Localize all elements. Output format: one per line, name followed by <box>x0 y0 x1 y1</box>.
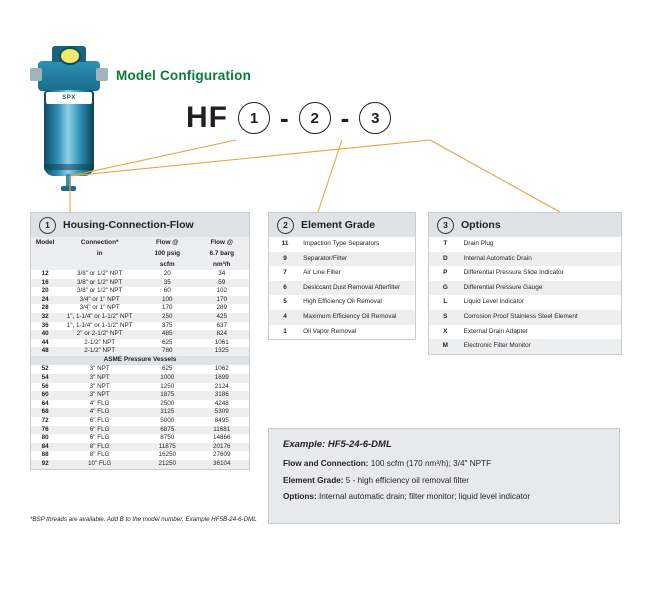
element-grade-code: 4 <box>269 310 301 325</box>
cell-f2: 1325 <box>194 347 249 356</box>
cell-conn: 2-1/2" NPT <box>59 347 140 356</box>
cell-f1: 625 <box>161 365 173 373</box>
element-grade-table <box>269 237 415 339</box>
option-desc: Internal Automatic Drain <box>462 252 621 267</box>
cell-f1: 35 <box>140 279 195 288</box>
cell-model: 28 <box>41 304 49 312</box>
cell-conn: 1", 1-1/4" or 1-1/2" NPT <box>59 313 140 322</box>
list-item <box>269 325 415 340</box>
example-options-value: Internal automatic drain; filter monitor; liquid level indicator <box>318 492 531 502</box>
cell-model: 72 <box>41 417 49 424</box>
cell-conn: 3" NPT <box>89 365 110 373</box>
element-grade-code: 11 <box>281 240 289 247</box>
cell-model: 20 <box>41 287 49 295</box>
table-row <box>31 330 249 339</box>
panel-options <box>428 212 622 355</box>
table-row <box>31 339 249 348</box>
table-row <box>31 322 249 331</box>
list-item <box>429 266 621 281</box>
option-desc: Differential Pressure Gauge <box>462 281 621 296</box>
list-item <box>429 281 621 296</box>
table-row <box>31 434 249 443</box>
table-row <box>31 400 249 409</box>
cell-f1: 6875 <box>140 426 195 435</box>
col-header-flow2: Flow @ <box>194 237 249 248</box>
option-code: D <box>429 252 462 267</box>
bowl-ring <box>44 164 94 170</box>
cell-f1: 5000 <box>160 417 175 424</box>
panel-element-grade <box>268 212 416 340</box>
table-row <box>31 304 249 313</box>
option-desc: Corrosion Proof Stainless Steel Element <box>462 310 621 325</box>
panel2-badge: 2 <box>277 217 294 234</box>
cell-model: 56 <box>41 382 49 390</box>
page-title: Model Configuration <box>116 68 252 83</box>
example-flow-value: 100 scfm (170 nm³/h); 3/4" NPTF <box>370 459 492 468</box>
cell-f2: 5309 <box>194 408 249 417</box>
formula-slot-1: 1 <box>238 102 270 134</box>
list-item <box>429 310 621 325</box>
cell-f1: 11875 <box>140 443 195 452</box>
cell-f1: 375 <box>161 321 173 329</box>
col-subheader-blank <box>31 248 59 259</box>
cell-f2: 1699 <box>194 374 249 383</box>
col-header-model: Model <box>31 237 59 248</box>
table-row <box>31 426 249 435</box>
cell-f1: 60 <box>163 287 171 295</box>
option-code: L <box>443 298 448 306</box>
list-item <box>429 295 621 310</box>
cell-model: 68 <box>31 408 59 417</box>
cell-conn: 3/4" or 1" NPT <box>79 304 120 312</box>
element-grade-code: 6 <box>269 281 301 296</box>
table-row <box>31 417 249 426</box>
panel1-badge: 1 <box>39 217 56 234</box>
cell-f2: 425 <box>194 313 249 322</box>
element-grade-code: 1 <box>283 327 287 335</box>
housing-head <box>38 61 100 91</box>
option-code: X <box>443 327 448 335</box>
cell-f2: 2124 <box>214 382 229 390</box>
cell-f2: 4248 <box>214 399 229 407</box>
cell-model: 88 <box>41 451 49 459</box>
cell-f2: 8495 <box>214 417 229 424</box>
option-code: G <box>429 281 462 296</box>
cell-conn: 6" FLG <box>89 417 110 424</box>
list-item <box>269 281 415 296</box>
cell-f1: 2500 <box>160 399 175 407</box>
cell-model: 80 <box>41 434 49 442</box>
formula-slot-2: 2 <box>299 102 331 134</box>
cell-f2: 170 <box>194 296 249 305</box>
element-grade-desc: Air Line Filter <box>303 269 341 277</box>
panel1-header <box>31 213 249 237</box>
example-flow-line <box>283 459 605 470</box>
cell-conn: 1", 1-1/4" or 1-1/2" NPT <box>66 321 133 329</box>
example-flow-label: Flow and Connection: <box>283 459 369 468</box>
panel1-footnote: *BSP threads are available. Add B to the model number. Example HF5B-24-6-DML <box>30 516 257 523</box>
cell-conn: 3/8" or 1/2" NPT <box>76 287 123 295</box>
cell-conn: 3/8" or 1/2" NPT <box>59 279 140 288</box>
option-code: M <box>429 339 462 354</box>
list-item <box>269 310 415 325</box>
col-subheader-flow2-unit: nm³/h <box>194 259 249 270</box>
element-grade-desc: Maximum Efficiency Oil Removal <box>301 310 415 325</box>
housing-flow-rows <box>31 270 249 469</box>
col-subheader-connection-unit: in <box>59 248 140 259</box>
table-section-header <box>31 356 249 366</box>
cell-conn: 2" or 2-1/2" NPT <box>59 330 140 339</box>
cell-model: 52 <box>41 365 49 373</box>
model-code-formula <box>186 96 391 140</box>
outlet-port <box>96 68 108 81</box>
example-options-line <box>283 492 605 503</box>
cell-f1: 250 <box>140 313 195 322</box>
option-desc: Electronic Filter Monitor <box>462 339 621 354</box>
list-item <box>269 295 415 310</box>
option-desc: Drain Plug <box>463 240 494 247</box>
element-grade-desc: Desiccant Dust Removal Afterfilter <box>301 281 415 296</box>
cell-conn: 4" FLG <box>59 408 140 417</box>
cell-model: 54 <box>31 374 59 383</box>
panel1-title: Housing-Connection-Flow <box>63 219 194 231</box>
table-row <box>31 279 249 288</box>
col-subheader-flow2: 6.7 barg <box>194 248 249 259</box>
cell-f1: 485 <box>140 330 195 339</box>
element-grade-desc: Impaction Type Separators <box>303 240 380 247</box>
cell-model: 36 <box>41 321 49 329</box>
example-title: Example: HF5-24-6-DML <box>283 439 392 450</box>
cell-f2: 1061 <box>214 338 229 346</box>
cell-model: 64 <box>41 399 49 407</box>
cell-conn: 4" FLG <box>89 399 110 407</box>
panel2-header <box>269 213 415 237</box>
cell-f1: 1000 <box>140 374 195 383</box>
example-grade-line <box>283 476 605 487</box>
formula-dash-1: - <box>280 103 289 133</box>
table-row <box>31 391 249 400</box>
cell-f1: 21250 <box>140 460 195 469</box>
cell-model: 40 <box>31 330 59 339</box>
table-row <box>31 374 249 383</box>
cell-f2: 36104 <box>194 460 249 469</box>
cell-f1: 170 <box>161 304 173 312</box>
cell-f1: 16250 <box>158 451 176 459</box>
inlet-port <box>30 68 42 81</box>
cell-f2: 20176 <box>194 443 249 452</box>
panel2-title: Element Grade <box>301 219 376 231</box>
col-subheader-flow1-unit: scfm <box>140 259 195 270</box>
table-row <box>31 383 249 392</box>
option-code: S <box>429 310 462 325</box>
cell-f2: 14866 <box>212 434 231 442</box>
cell-f2: 824 <box>194 330 249 339</box>
element-grade-desc: Oil Vapor Removal <box>303 327 357 335</box>
cell-conn: 8" FLG <box>59 443 140 452</box>
col-header-flow1: Flow @ <box>140 237 195 248</box>
option-desc: Liquid Level Indicator <box>463 298 525 306</box>
cell-conn: 6" FLG <box>89 434 110 442</box>
drain-base <box>61 186 76 191</box>
list-item <box>429 325 621 340</box>
option-code: T <box>443 240 448 247</box>
cell-conn: 2-1/2" NPT <box>84 338 116 346</box>
cell-conn: 6" FLG <box>59 426 140 435</box>
table-row <box>31 270 249 279</box>
table-row <box>31 296 249 305</box>
cell-conn: 3" NPT <box>59 374 140 383</box>
option-code: P <box>443 269 448 277</box>
cell-f2: 3186 <box>194 391 249 400</box>
table-row <box>31 365 249 374</box>
cell-model: 84 <box>31 443 59 452</box>
cell-model: 32 <box>31 313 59 322</box>
formula-slot-3: 3 <box>359 102 391 134</box>
table-row <box>31 347 249 356</box>
cell-model: 48 <box>31 347 59 356</box>
cell-f1: 1250 <box>160 382 175 390</box>
element-grade-code: 7 <box>283 269 287 277</box>
example-options-label: Options: <box>283 492 317 502</box>
cell-conn: 3/8" or 1/2" NPT <box>76 270 123 277</box>
cell-f1: 1875 <box>140 391 195 400</box>
option-desc: External Drain Adapter <box>463 327 528 335</box>
cell-f2: 102 <box>216 287 227 295</box>
cell-conn: 3" NPT <box>59 391 140 400</box>
product-brand-label: SPX <box>46 92 92 104</box>
cell-conn: 8" FLG <box>89 451 110 459</box>
cell-f2: 637 <box>216 321 227 329</box>
option-desc: Differential Pressure Slide Indicator <box>463 269 564 277</box>
cell-f1: 625 <box>161 338 173 346</box>
list-item <box>269 237 415 252</box>
cell-f1: 100 <box>140 296 195 305</box>
table-row <box>31 287 249 296</box>
example-grade-value: 5 - high efficiency oil removal filter <box>345 475 469 485</box>
cell-conn: 3" NPT <box>89 382 110 390</box>
element-grade-desc: High Efficiency Oil Removal <box>303 298 382 306</box>
cell-f2: 11681 <box>194 426 249 435</box>
cell-f2: 27609 <box>212 451 231 459</box>
col-subheader-blank-2 <box>31 259 59 270</box>
cell-model: 24 <box>31 296 59 305</box>
list-item <box>429 237 621 252</box>
cell-model: 92 <box>31 460 59 469</box>
cell-f1: 20 <box>163 270 171 277</box>
element-grade-code: 5 <box>283 298 287 306</box>
pressure-gauge-icon <box>59 47 81 65</box>
options-table <box>429 237 621 354</box>
housing-flow-table <box>31 237 249 469</box>
cell-f1: 8750 <box>160 434 175 442</box>
col-subheader-flow1: 100 psig <box>140 248 195 259</box>
example-grade-label: Element Grade: <box>283 475 344 485</box>
example-box <box>268 428 620 524</box>
table-row <box>31 443 249 452</box>
list-item <box>269 266 415 281</box>
element-grade-desc: Separator/Filter <box>301 252 415 267</box>
table-row <box>31 460 249 469</box>
panel3-badge: 3 <box>437 217 454 234</box>
cell-f1: 780 <box>140 347 195 356</box>
product-image-filter-housing <box>30 46 108 186</box>
formula-prefix: HF <box>186 101 228 134</box>
cell-model: 16 <box>31 279 59 288</box>
cell-f2: 1062 <box>214 365 229 373</box>
table-row <box>31 451 249 460</box>
list-item <box>429 339 621 354</box>
cell-model: 60 <box>31 391 59 400</box>
table-row <box>31 313 249 322</box>
panel3-title: Options <box>461 219 501 231</box>
table-row <box>31 408 249 417</box>
col-subheader-blank-3 <box>59 259 140 270</box>
col-header-connection: Connection* <box>59 237 140 248</box>
list-item <box>269 252 415 267</box>
cell-model: 76 <box>31 426 59 435</box>
cell-f1: 3125 <box>140 408 195 417</box>
panel-housing-connection-flow <box>30 212 250 470</box>
section-label: ASME Pressure Vessels <box>31 356 249 366</box>
panel3-header <box>429 213 621 237</box>
cell-model: 12 <box>41 270 49 277</box>
cell-conn: 3/4" or 1" NPT <box>59 296 140 305</box>
list-item <box>429 252 621 267</box>
cell-f2: 59 <box>194 279 249 288</box>
cell-model: 44 <box>41 338 49 346</box>
formula-dash-2: - <box>340 103 350 133</box>
cell-conn: 10" FLG <box>59 460 140 469</box>
element-grade-code: 9 <box>269 252 301 267</box>
cell-f2: 34 <box>218 270 226 277</box>
cell-f2: 289 <box>216 304 227 312</box>
